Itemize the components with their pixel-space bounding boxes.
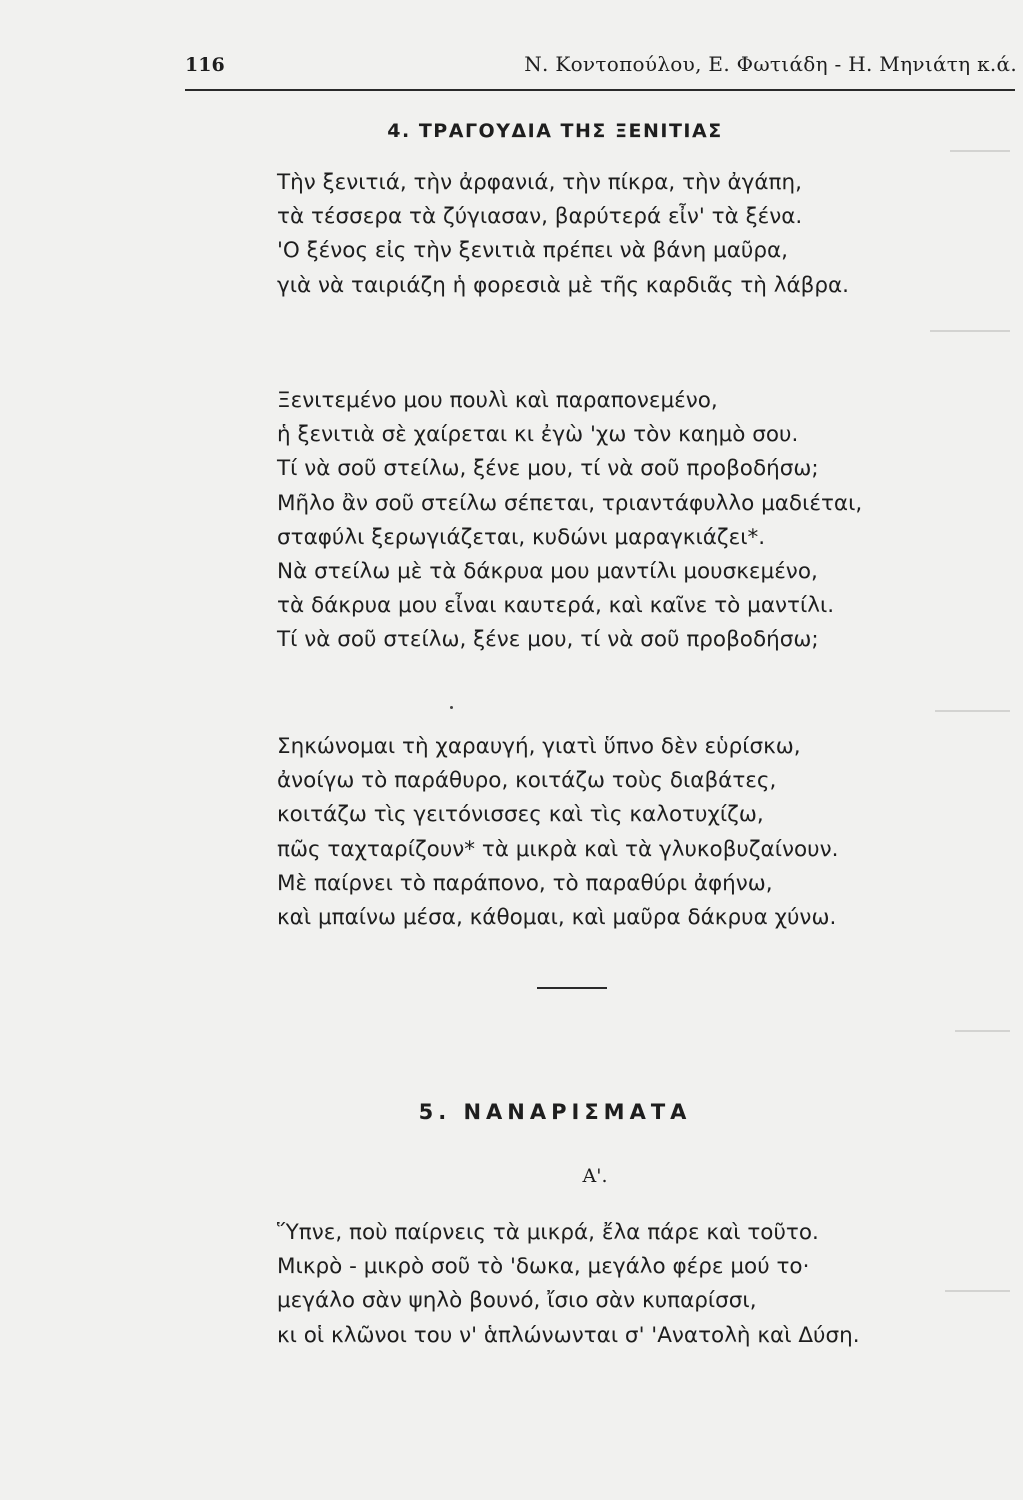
- verse-line: Νὰ στείλω μὲ τὰ δάκρυα μου μαντίλι μουσκεμένο,: [277, 558, 818, 584]
- stanza: [277, 1216, 860, 1353]
- verse-line: τὰ δάκρυα μου εἶναι καυτερά, καὶ καῖνε τὸ μαντίλι.: [277, 593, 835, 619]
- section-title: 5. ΝΑΝΑΡΙΣΜΑΤΑ: [418, 1100, 692, 1124]
- running-header: [185, 46, 1017, 86]
- verse-line: σταφύλι ξερωγιάζεται, κυδώνι μαραγκιάζει*.: [277, 524, 766, 550]
- verse-line: ἡ ξενιτιὰ σὲ χαίρεται κι ἐγὼ 'χω τὸν καημὸ σου.: [277, 422, 799, 448]
- header-rule: [185, 89, 1015, 91]
- stanza: [277, 730, 838, 935]
- verse-line: τὰ τέσσερα τὰ ζύγιασαν, βαρύτερά εἶν' τὰ ξένα.: [277, 204, 803, 230]
- verse-line: πῶς ταχταρίζουν* τὰ μικρὰ καὶ τὰ γλυκοβυζαίνουν.: [277, 836, 839, 862]
- verse-line: Μικρὸ - μικρὸ σοῦ τὸ 'δωκα, μεγάλο φέρε μού το·: [277, 1254, 810, 1280]
- verse-line: Ὕπνε, ποὺ παίρνεις τὰ μικρά, ἔλα πάρε καὶ τοῦτο.: [277, 1220, 819, 1245]
- verse-line: γιὰ νὰ ταιριάζη ἡ φορεσιὰ μὲ τῆς καρδιᾶς τὴ λάβρα.: [277, 272, 850, 298]
- verse-line: Ξενιτεμένο μου πουλὶ καὶ παραπονεμένο,: [277, 388, 718, 413]
- verse-line: Τί νὰ σοῦ στείλω, ξένε μου, τί νὰ σοῦ προβοδήσω;: [277, 627, 819, 653]
- stanza: [277, 166, 849, 303]
- verse-line: Τὴν ξενιτιά, τὴν ἀρφανιά, τὴν πίκρα, τὴν ἀγάπη,: [277, 170, 802, 195]
- bleed-through-mark: [930, 330, 1010, 332]
- verse-line: μεγάλο σὰν ψηλὸ βουνό, ἴσιο σὰν κυπαρίσσι,: [277, 1288, 757, 1314]
- bleed-through-mark: [935, 710, 1010, 712]
- section-divider: [537, 987, 607, 989]
- verse-line: κοιτάζω τὶς γειτόνισσες καὶ τὶς καλοτυχίζω,: [277, 802, 764, 828]
- verse-line: ἀνοίγω τὸ παράθυρο, κοιτάζω τοὺς διαβάτες,: [277, 768, 777, 794]
- page-number: 116: [185, 54, 225, 76]
- verse-line: 'Ο ξένος εἰς τὴν ξενιτιὰ πρέπει νὰ βάνη μαῦρα,: [277, 238, 788, 264]
- bleed-through-mark: [950, 150, 1010, 152]
- poem-subheading: Α'.: [582, 1165, 608, 1187]
- stanza: [277, 384, 862, 658]
- verse-line: Μὲ παίρνει τὸ παράπονο, τὸ παραθύρι ἀφήνω,: [277, 870, 773, 896]
- verse-line: καὶ μπαίνω μέσα, κάθομαι, καὶ μαῦρα δάκρυα χύνω.: [277, 904, 837, 930]
- verse-line: Σηκώνομαι τὴ χαραυγή, γιατὶ ὕπνο δὲν εὑρίσκω,: [277, 734, 801, 759]
- verse-line: Τί νὰ σοῦ στείλω, ξένε μου, τί νὰ σοῦ προβοδήσω;: [277, 456, 819, 482]
- section-title: 4. ΤΡΑΓΟΥΔΙΑ ΤΗΣ ΞΕΝΙΤΙΑΣ: [387, 120, 723, 142]
- bleed-through-mark: [945, 1290, 1010, 1292]
- verse-line: κι οἱ κλῶνοι του ν' ἁπλώνωνται σ' 'Ανατολὴ καὶ Δύση.: [277, 1322, 860, 1348]
- running-title: Ν. Κοντοπούλου, Ε. Φωτιάδη - Η. Μηνιάτη κ.ά.: [524, 52, 1017, 76]
- verse-line: Μῆλο ἂν σοῦ στείλω σέπεται, τριαντάφυλλο μαδιέται,: [277, 490, 863, 516]
- bleed-through-mark: [955, 1030, 1010, 1032]
- stanza-dot: [450, 706, 453, 709]
